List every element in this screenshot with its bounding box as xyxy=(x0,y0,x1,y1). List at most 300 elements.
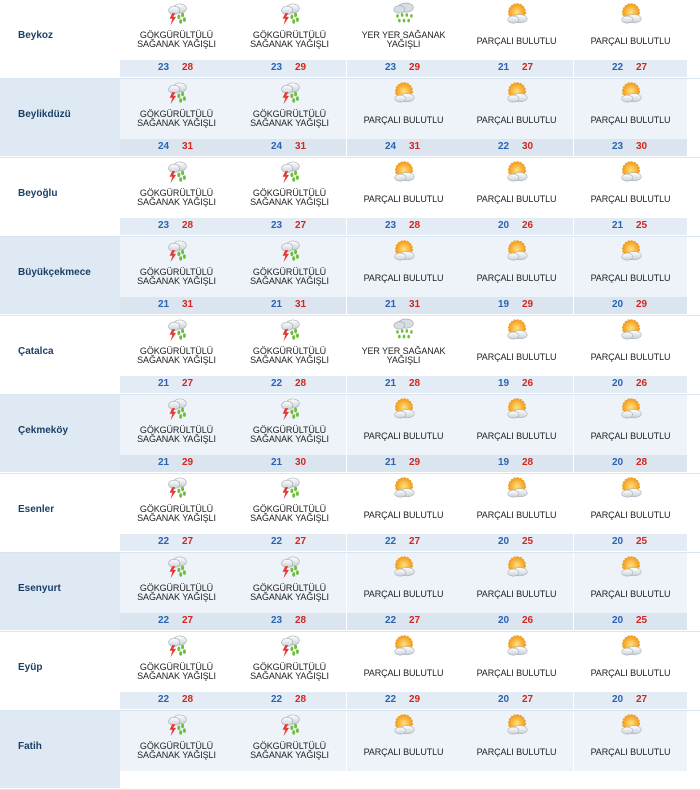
max-temperature: 29 xyxy=(522,299,534,310)
day-forecast-cell xyxy=(347,474,460,551)
partly-cloudy-icon xyxy=(391,476,417,502)
min-temperature: 22 xyxy=(158,536,170,547)
partly-cloudy-icon xyxy=(504,160,530,186)
day-forecast-cell xyxy=(120,474,233,551)
temperature-bar xyxy=(460,613,573,630)
condition-label: GÖKGÜRÜLTÜLÜ SAĞANAK YAĞIŞLI xyxy=(137,504,216,523)
partly-cloudy-icon xyxy=(618,318,644,344)
condition-label: PARÇALI BULUTLU xyxy=(476,115,557,125)
max-temperature: 28 xyxy=(182,220,194,231)
condition-label: PARÇALI BULUTLU xyxy=(590,36,671,46)
condition-label: PARÇALI BULUTLU xyxy=(590,273,671,283)
partly-cloudy-icon xyxy=(618,160,644,186)
max-temperature: 31 xyxy=(295,299,307,310)
day-forecast-cell xyxy=(460,632,573,709)
min-temperature: 21 xyxy=(612,220,624,231)
day-forecast-cell xyxy=(460,474,573,551)
thunder-shower-icon xyxy=(164,555,190,581)
temperature-bar xyxy=(460,534,573,551)
condition-label: GÖKGÜRÜLTÜLÜ SAĞANAK YAĞIŞLI xyxy=(250,188,329,207)
day-forecast-cell xyxy=(347,79,460,156)
city-cell xyxy=(0,79,120,156)
thunder-shower-icon xyxy=(277,397,303,423)
max-temperature: 25 xyxy=(522,536,534,547)
condition-label: PARÇALI BULUTLU xyxy=(476,589,557,599)
condition-label: PARÇALI BULUTLU xyxy=(363,589,444,599)
temperature-bar xyxy=(120,297,233,314)
thunder-shower-icon xyxy=(277,239,303,265)
min-temperature: 20 xyxy=(498,536,510,547)
condition-label: PARÇALI BULUTLU xyxy=(590,747,671,757)
partly-cloudy-icon xyxy=(618,713,644,739)
max-temperature: 27 xyxy=(295,220,307,231)
city-cell xyxy=(0,632,120,709)
temperature-bar xyxy=(347,218,460,235)
partly-cloudy-icon xyxy=(504,2,530,28)
forecast-row xyxy=(0,632,700,711)
condition-label: GÖKGÜRÜLTÜLÜ SAĞANAK YAĞIŞLI xyxy=(250,504,329,523)
max-temperature: 25 xyxy=(636,220,648,231)
partly-cloudy-icon xyxy=(391,555,417,581)
condition-label: PARÇALI BULUTLU xyxy=(363,668,444,678)
temperature-bar xyxy=(347,139,460,156)
forecast-row xyxy=(0,316,700,395)
min-temperature: 22 xyxy=(612,62,624,73)
scattered-showers-icon xyxy=(391,318,417,344)
condition-label: GÖKGÜRÜLTÜLÜ SAĞANAK YAĞIŞLI xyxy=(250,267,329,286)
min-temperature: 20 xyxy=(612,457,624,468)
day-forecast-cell xyxy=(460,0,573,77)
max-temperature: 31 xyxy=(409,141,421,152)
temperature-bar xyxy=(233,376,346,393)
condition-label: GÖKGÜRÜLTÜLÜ SAĞANAK YAĞIŞLI xyxy=(137,109,216,128)
temperature-bar xyxy=(120,218,233,235)
partly-cloudy-icon xyxy=(391,160,417,186)
min-temperature: 22 xyxy=(498,141,510,152)
temperature-bar xyxy=(233,613,346,630)
day-forecast-cell xyxy=(347,711,460,788)
day-forecast-cell xyxy=(347,158,460,235)
temperature-bar xyxy=(574,218,687,235)
temperature-bar xyxy=(574,692,687,709)
city-name[interactable]: Eyüp xyxy=(18,662,43,673)
partly-cloudy-icon xyxy=(618,239,644,265)
temperature-bar xyxy=(460,376,573,393)
condition-label: GÖKGÜRÜLTÜLÜ SAĞANAK YAĞIŞLI xyxy=(137,741,216,760)
max-temperature: 27 xyxy=(636,694,648,705)
condition-label: PARÇALI BULUTLU xyxy=(363,273,444,283)
min-temperature: 22 xyxy=(271,378,283,389)
city-name[interactable]: Beykoz xyxy=(18,30,54,41)
partly-cloudy-icon xyxy=(504,397,530,423)
condition-label: GÖKGÜRÜLTÜLÜ SAĞANAK YAĞIŞLI xyxy=(250,30,329,49)
day-forecast-cell xyxy=(120,316,233,393)
min-temperature: 23 xyxy=(271,615,283,626)
max-temperature: 25 xyxy=(636,536,648,547)
min-temperature: 20 xyxy=(612,378,624,389)
condition-label: GÖKGÜRÜLTÜLÜ SAĞANAK YAĞIŞLI xyxy=(137,30,216,49)
condition-label: PARÇALI BULUTLU xyxy=(476,194,557,204)
day-forecast-cell xyxy=(120,237,233,314)
day-forecast-cell xyxy=(120,395,233,472)
min-temperature: 24 xyxy=(271,141,283,152)
city-name[interactable]: Çekmeköy xyxy=(18,425,69,436)
day-forecast-cell xyxy=(574,79,687,156)
condition-label: PARÇALI BULUTLU xyxy=(590,352,671,362)
temperature-bar xyxy=(120,692,233,709)
thunder-shower-icon xyxy=(277,318,303,344)
max-temperature: 26 xyxy=(522,378,534,389)
day-forecast-cell xyxy=(574,395,687,472)
min-temperature: 21 xyxy=(385,299,397,310)
max-temperature: 28 xyxy=(522,457,534,468)
min-temperature: 20 xyxy=(498,694,510,705)
max-temperature: 27 xyxy=(182,378,194,389)
max-temperature: 27 xyxy=(522,62,534,73)
temperature-bar xyxy=(233,455,346,472)
forecast-row xyxy=(0,237,700,316)
max-temperature: 28 xyxy=(295,615,307,626)
condition-label: GÖKGÜRÜLTÜLÜ SAĞANAK YAĞIŞLI xyxy=(137,346,216,365)
temperature-bar xyxy=(347,534,460,551)
condition-label: PARÇALI BULUTLU xyxy=(476,668,557,678)
temperature-bar xyxy=(574,613,687,630)
condition-label: PARÇALI BULUTLU xyxy=(363,194,444,204)
min-temperature: 24 xyxy=(385,141,397,152)
city-cell xyxy=(0,395,120,472)
forecast-row xyxy=(0,395,700,474)
max-temperature: 28 xyxy=(636,457,648,468)
partly-cloudy-icon xyxy=(504,555,530,581)
day-forecast-cell xyxy=(120,553,233,630)
partly-cloudy-icon xyxy=(391,634,417,660)
condition-label: PARÇALI BULUTLU xyxy=(476,273,557,283)
day-forecast-cell xyxy=(120,79,233,156)
partly-cloudy-icon xyxy=(618,476,644,502)
max-temperature: 27 xyxy=(182,615,194,626)
city-name[interactable]: Beyoğlu xyxy=(18,188,58,199)
min-temperature: 22 xyxy=(271,694,283,705)
condition-label: PARÇALI BULUTLU xyxy=(363,510,444,520)
max-temperature: 31 xyxy=(182,299,194,310)
day-forecast-cell xyxy=(574,632,687,709)
min-temperature: 20 xyxy=(612,615,624,626)
max-temperature: 29 xyxy=(409,62,421,73)
temperature-bar xyxy=(120,60,233,77)
day-forecast-cell xyxy=(574,0,687,77)
min-temperature: 21 xyxy=(158,378,170,389)
min-temperature: 22 xyxy=(271,536,283,547)
max-temperature: 29 xyxy=(295,62,307,73)
min-temperature: 21 xyxy=(271,457,283,468)
day-forecast-cell xyxy=(460,395,573,472)
city-name[interactable]: Esenyurt xyxy=(18,583,61,594)
thunder-shower-icon xyxy=(277,713,303,739)
city-name[interactable]: Büyükçekmece xyxy=(18,267,91,278)
temperature-bar xyxy=(233,218,346,235)
city-cell xyxy=(0,711,120,788)
condition-label: GÖKGÜRÜLTÜLÜ SAĞANAK YAĞIŞLI xyxy=(250,425,329,444)
max-temperature: 27 xyxy=(522,694,534,705)
max-temperature: 27 xyxy=(295,536,307,547)
partly-cloudy-icon xyxy=(504,713,530,739)
condition-label: YER YER SAĞANAK YAĞIŞLI xyxy=(361,30,446,49)
city-cell xyxy=(0,553,120,630)
condition-label: GÖKGÜRÜLTÜLÜ SAĞANAK YAĞIŞLI xyxy=(250,109,329,128)
condition-label: GÖKGÜRÜLTÜLÜ SAĞANAK YAĞIŞLI xyxy=(250,583,329,602)
day-forecast-cell xyxy=(233,553,346,630)
forecast-row xyxy=(0,553,700,632)
partly-cloudy-icon xyxy=(618,397,644,423)
partly-cloudy-icon xyxy=(391,713,417,739)
condition-label: PARÇALI BULUTLU xyxy=(363,747,444,757)
temperature-bar xyxy=(460,297,573,314)
min-temperature: 20 xyxy=(612,536,624,547)
min-temperature: 23 xyxy=(612,141,624,152)
forecast-row xyxy=(0,158,700,237)
day-forecast-cell xyxy=(120,0,233,77)
temperature-bar xyxy=(233,297,346,314)
min-temperature: 19 xyxy=(498,457,510,468)
thunder-shower-icon xyxy=(164,239,190,265)
max-temperature: 25 xyxy=(636,615,648,626)
max-temperature: 29 xyxy=(409,457,421,468)
max-temperature: 26 xyxy=(636,378,648,389)
temperature-bar xyxy=(233,534,346,551)
thunder-shower-icon xyxy=(277,634,303,660)
day-forecast-cell xyxy=(233,0,346,77)
partly-cloudy-icon xyxy=(618,634,644,660)
condition-label: PARÇALI BULUTLU xyxy=(590,115,671,125)
forecast-row xyxy=(0,474,700,553)
forecast-row xyxy=(0,79,700,158)
max-temperature: 27 xyxy=(182,536,194,547)
min-temperature: 22 xyxy=(158,694,170,705)
min-temperature: 20 xyxy=(612,299,624,310)
day-forecast-cell xyxy=(233,474,346,551)
min-temperature: 20 xyxy=(612,694,624,705)
temperature-bar xyxy=(574,455,687,472)
day-forecast-cell xyxy=(460,79,573,156)
min-temperature: 19 xyxy=(498,378,510,389)
temperature-bar xyxy=(347,376,460,393)
temperature-bar xyxy=(233,139,346,156)
min-temperature: 23 xyxy=(158,62,170,73)
thunder-shower-icon xyxy=(164,318,190,344)
min-temperature: 19 xyxy=(498,299,510,310)
day-forecast-cell xyxy=(233,237,346,314)
city-cell xyxy=(0,316,120,393)
day-forecast-cell xyxy=(233,395,346,472)
day-forecast-cell xyxy=(574,553,687,630)
max-temperature: 28 xyxy=(409,378,421,389)
max-temperature: 28 xyxy=(409,220,421,231)
thunder-shower-icon xyxy=(164,160,190,186)
city-name[interactable]: Esenler xyxy=(18,504,55,515)
min-temperature: 22 xyxy=(385,536,397,547)
max-temperature: 30 xyxy=(636,141,648,152)
condition-label: PARÇALI BULUTLU xyxy=(363,115,444,125)
max-temperature: 26 xyxy=(522,220,534,231)
day-forecast-cell xyxy=(460,237,573,314)
day-forecast-cell xyxy=(574,316,687,393)
thunder-shower-icon xyxy=(164,476,190,502)
temperature-bar xyxy=(120,376,233,393)
day-forecast-cell xyxy=(347,316,460,393)
min-temperature: 21 xyxy=(385,457,397,468)
day-forecast-cell xyxy=(233,79,346,156)
max-temperature: 31 xyxy=(295,141,307,152)
min-temperature: 24 xyxy=(158,141,170,152)
day-forecast-cell xyxy=(233,316,346,393)
thunder-shower-icon xyxy=(164,634,190,660)
day-forecast-cell xyxy=(347,0,460,77)
condition-label: GÖKGÜRÜLTÜLÜ SAĞANAK YAĞIŞLI xyxy=(137,662,216,681)
temperature-bar xyxy=(120,455,233,472)
day-forecast-cell xyxy=(347,553,460,630)
max-temperature: 27 xyxy=(636,62,648,73)
max-temperature: 28 xyxy=(182,62,194,73)
condition-label: PARÇALI BULUTLU xyxy=(590,194,671,204)
temperature-bar xyxy=(347,613,460,630)
day-forecast-cell xyxy=(574,474,687,551)
condition-label: GÖKGÜRÜLTÜLÜ SAĞANAK YAĞIŞLI xyxy=(250,346,329,365)
condition-label: PARÇALI BULUTLU xyxy=(363,431,444,441)
day-forecast-cell xyxy=(347,395,460,472)
day-forecast-cell xyxy=(233,711,346,788)
min-temperature: 20 xyxy=(498,220,510,231)
condition-label: GÖKGÜRÜLTÜLÜ SAĞANAK YAĞIŞLI xyxy=(137,267,216,286)
temperature-bar xyxy=(347,455,460,472)
condition-label: PARÇALI BULUTLU xyxy=(476,352,557,362)
condition-label: PARÇALI BULUTLU xyxy=(590,668,671,678)
max-temperature: 29 xyxy=(409,694,421,705)
condition-label: PARÇALI BULUTLU xyxy=(476,747,557,757)
max-temperature: 30 xyxy=(295,457,307,468)
thunder-shower-icon xyxy=(164,2,190,28)
city-cell xyxy=(0,158,120,235)
temperature-bar xyxy=(120,534,233,551)
condition-label: PARÇALI BULUTLU xyxy=(476,36,557,46)
day-forecast-cell xyxy=(574,158,687,235)
partly-cloudy-icon xyxy=(391,239,417,265)
partly-cloudy-icon xyxy=(504,81,530,107)
partly-cloudy-icon xyxy=(391,397,417,423)
min-temperature: 21 xyxy=(498,62,510,73)
max-temperature: 31 xyxy=(409,299,421,310)
thunder-shower-icon xyxy=(164,397,190,423)
max-temperature: 29 xyxy=(182,457,194,468)
min-temperature: 21 xyxy=(271,299,283,310)
thunder-shower-icon xyxy=(164,81,190,107)
day-forecast-cell xyxy=(460,158,573,235)
condition-label: GÖKGÜRÜLTÜLÜ SAĞANAK YAĞIŞLI xyxy=(250,741,329,760)
temperature-bar xyxy=(574,60,687,77)
condition-label: GÖKGÜRÜLTÜLÜ SAĞANAK YAĞIŞLI xyxy=(137,188,216,207)
thunder-shower-icon xyxy=(277,2,303,28)
temperature-bar xyxy=(574,297,687,314)
min-temperature: 23 xyxy=(158,220,170,231)
day-forecast-cell xyxy=(460,553,573,630)
condition-label: GÖKGÜRÜLTÜLÜ SAĞANAK YAĞIŞLI xyxy=(250,662,329,681)
condition-label: PARÇALI BULUTLU xyxy=(590,589,671,599)
temperature-bar xyxy=(347,60,460,77)
temperature-bar xyxy=(574,139,687,156)
max-temperature: 30 xyxy=(522,141,534,152)
day-forecast-cell xyxy=(233,632,346,709)
temperature-bar xyxy=(120,139,233,156)
condition-label: YER YER SAĞANAK YAĞIŞLI xyxy=(361,346,446,365)
day-forecast-cell xyxy=(574,711,687,788)
thunder-shower-icon xyxy=(277,555,303,581)
city-cell xyxy=(0,0,120,77)
thunder-shower-icon xyxy=(164,713,190,739)
temperature-bar xyxy=(460,692,573,709)
temperature-bar xyxy=(574,534,687,551)
min-temperature: 22 xyxy=(385,694,397,705)
min-temperature: 21 xyxy=(158,457,170,468)
condition-label: PARÇALI BULUTLU xyxy=(590,510,671,520)
max-temperature: 27 xyxy=(409,615,421,626)
temperature-bar xyxy=(233,692,346,709)
temperature-bar xyxy=(347,692,460,709)
city-cell xyxy=(0,474,120,551)
thunder-shower-icon xyxy=(277,476,303,502)
city-cell xyxy=(0,237,120,314)
forecast-row xyxy=(0,0,700,79)
day-forecast-cell xyxy=(460,711,573,788)
day-forecast-cell xyxy=(347,632,460,709)
day-forecast-cell xyxy=(120,158,233,235)
max-temperature: 31 xyxy=(182,141,194,152)
city-name[interactable]: Beylikdüzü xyxy=(18,109,71,120)
min-temperature: 23 xyxy=(271,220,283,231)
temperature-bar xyxy=(460,60,573,77)
temperature-bar xyxy=(460,218,573,235)
min-temperature: 21 xyxy=(385,378,397,389)
max-temperature: 28 xyxy=(182,694,194,705)
min-temperature: 22 xyxy=(385,615,397,626)
temperature-bar xyxy=(347,297,460,314)
scattered-showers-icon xyxy=(391,2,417,28)
condition-label: GÖKGÜRÜLTÜLÜ SAĞANAK YAĞIŞLI xyxy=(137,425,216,444)
day-forecast-cell xyxy=(233,158,346,235)
forecast-row xyxy=(0,711,700,790)
partly-cloudy-icon xyxy=(504,634,530,660)
min-temperature: 22 xyxy=(158,615,170,626)
temperature-bar xyxy=(460,139,573,156)
min-temperature: 21 xyxy=(158,299,170,310)
min-temperature: 20 xyxy=(498,615,510,626)
day-forecast-cell xyxy=(460,316,573,393)
partly-cloudy-icon xyxy=(618,2,644,28)
min-temperature: 23 xyxy=(385,220,397,231)
partly-cloudy-icon xyxy=(504,318,530,344)
min-temperature: 23 xyxy=(385,62,397,73)
day-forecast-cell xyxy=(120,711,233,788)
city-name[interactable]: Fatih xyxy=(18,741,42,752)
partly-cloudy-icon xyxy=(618,555,644,581)
temperature-bar xyxy=(460,455,573,472)
day-forecast-cell xyxy=(574,237,687,314)
thunder-shower-icon xyxy=(277,160,303,186)
thunder-shower-icon xyxy=(277,81,303,107)
temperature-bar xyxy=(574,376,687,393)
temperature-bar xyxy=(233,60,346,77)
condition-label: PARÇALI BULUTLU xyxy=(590,431,671,441)
condition-label: PARÇALI BULUTLU xyxy=(476,510,557,520)
city-name[interactable]: Çatalca xyxy=(18,346,54,357)
